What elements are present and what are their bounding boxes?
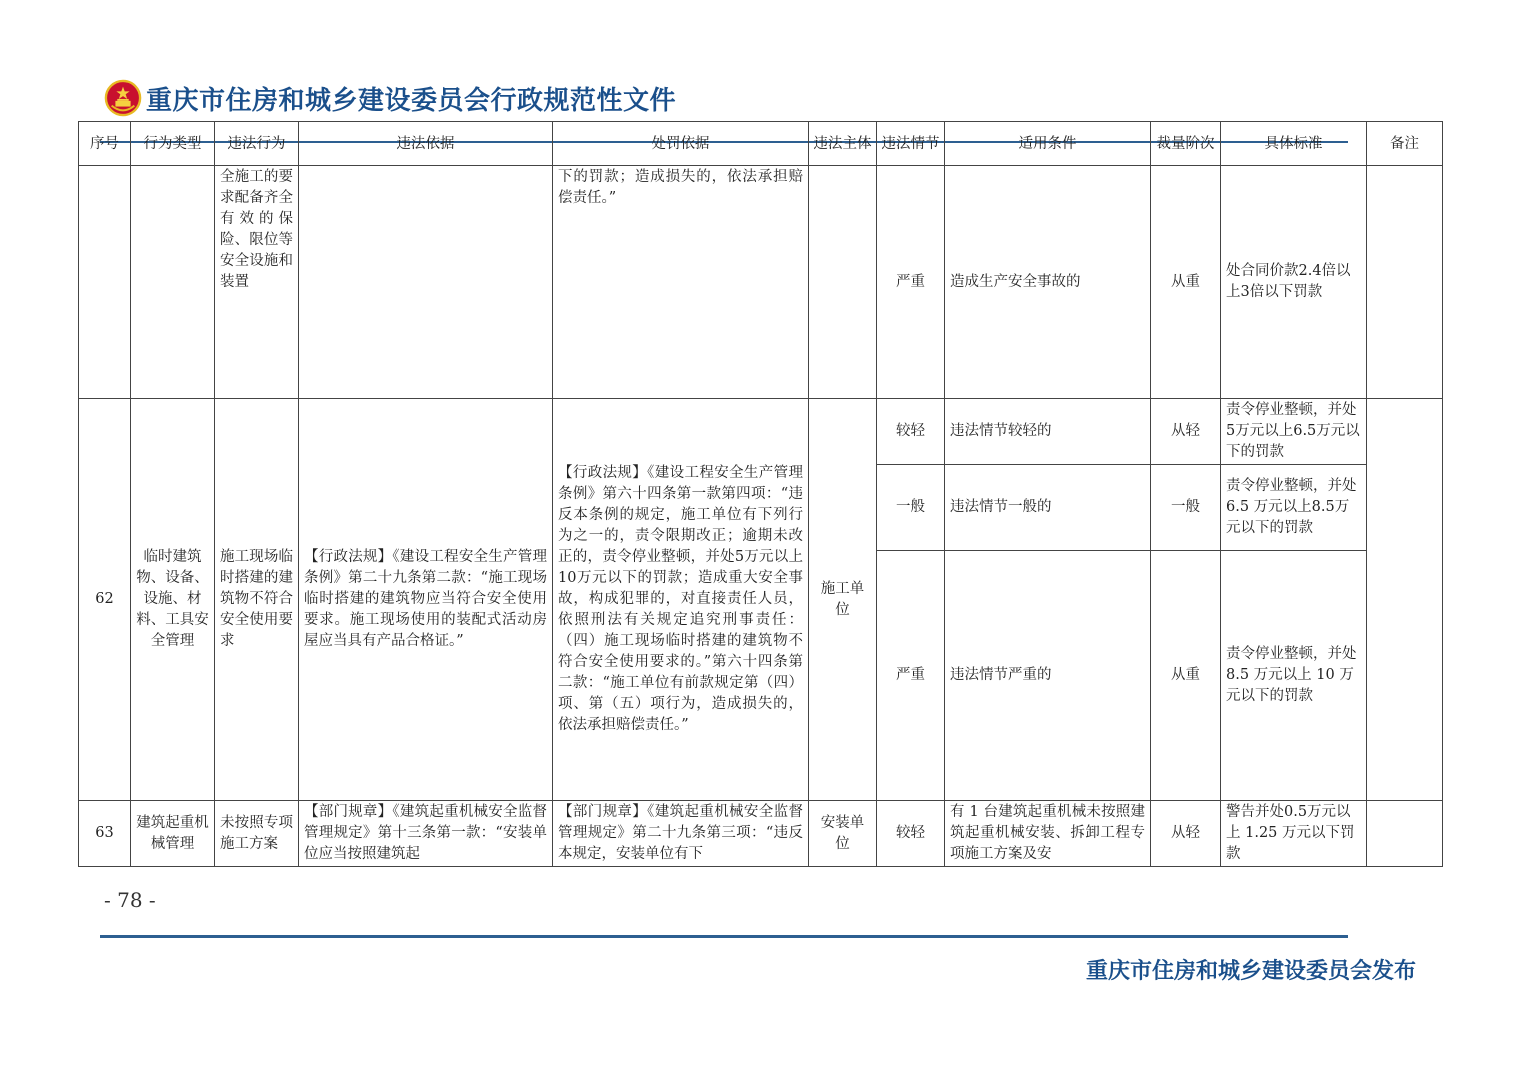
page-number: - 78 - (104, 888, 156, 912)
standard-cell: 责令停业整顿，并处 8.5 万元以上 10 万元以下的罚款 (1221, 551, 1367, 801)
standard-cell: 处合同价款2.4倍以上3倍以下罚款 (1221, 166, 1367, 399)
severity-cell: 一般 (877, 465, 945, 551)
column-header: 适用条件 (945, 122, 1151, 166)
type-cell: 建筑起重机械管理 (131, 801, 215, 867)
column-header: 备注 (1367, 122, 1443, 166)
document-header (104, 78, 676, 118)
table-row (79, 399, 1443, 465)
condition-cell: 违法情节较轻的 (945, 399, 1151, 465)
condition-cell: 造成生产安全事故的 (945, 166, 1151, 399)
table-row (79, 801, 1443, 867)
level-cell: 从重 (1151, 166, 1221, 399)
standard-cell: 责令停业整顿，并处5万元以上6.5万元以下的罚款 (1221, 399, 1367, 465)
behavior-cell: 施工现场临时搭建的建筑物不符合安全使用要求 (215, 399, 299, 801)
severity-cell: 较轻 (877, 399, 945, 465)
national-emblem-icon (104, 79, 142, 117)
column-header: 具体标准 (1221, 122, 1367, 166)
standard-cell: 责令停业整顿，并处 6.5 万元以上8.5万元以下的罚款 (1221, 465, 1367, 551)
condition-cell: 有 1 台建筑起重机械未按照建筑起重机械安装、拆卸工程专项施工方案及安 (945, 801, 1151, 867)
footer-divider (100, 935, 1348, 938)
column-header: 违法主体 (809, 122, 877, 166)
column-header: 违法依据 (299, 122, 553, 166)
behavior-cell: 未按照专项施工方案 (215, 801, 299, 867)
type-cell: 临时建筑物、设备、设施、材料、工具安全管理 (131, 399, 215, 801)
level-cell: 一般 (1151, 465, 1221, 551)
header-title: 重庆市住房和城乡建设委员会行政规范性文件 (146, 85, 677, 116)
level-cell: 从轻 (1151, 399, 1221, 465)
behavior-cell: 全施工的要求配备齐全有效的保险、限位等安全设施和装置 (215, 166, 299, 399)
subject-cell: 施工单位 (809, 399, 877, 801)
condition-cell: 违法情节严重的 (945, 551, 1151, 801)
column-header: 违法情节 (877, 122, 945, 166)
column-header: 裁量阶次 (1151, 122, 1221, 166)
column-header: 行为类型 (131, 122, 215, 166)
penalty-standards-table (78, 121, 1443, 867)
column-header: 序号 (79, 122, 131, 166)
condition-cell: 违法情节一般的 (945, 465, 1151, 551)
table-header-row (79, 122, 1443, 166)
severity-cell: 较轻 (877, 801, 945, 867)
row-number: 63 (79, 801, 131, 867)
column-header: 处罚依据 (553, 122, 809, 166)
standard-cell: 警告并处0.5万元以上 1.25 万元以下罚款 (1221, 801, 1367, 867)
penalty-basis-cell: 【行政法规】《建设工程安全生产管理条例》第六十四条第一款第四项：“违反本条例的规定，施工单位有下列行为之一的，责令限期改正；逾期未改正的，责令停业整顿，并处5万元以上10万元以下的罚款；造成重大安全事故，构成犯罪的，对直接责任人员，依照刑法有关规定追究刑事责任：（四）施工现场临时搭建的建筑物不符合安全使用要求的。”第六十四条第二款：“施工单位有前款规定第（四）项、第（五）项行为，造成损失的，依法承担赔偿责任。” (553, 399, 809, 801)
row-number: 62 (79, 399, 131, 801)
column-header: 违法行为 (215, 122, 299, 166)
severity-cell: 严重 (877, 166, 945, 399)
publisher-label: 重庆市住房和城乡建设委员会发布 (1085, 959, 1416, 984)
penalty-basis-cell: 下的罚款；造成损失的，依法承担赔偿责任。” (553, 166, 809, 399)
level-cell: 从重 (1151, 551, 1221, 801)
penalty-basis-cell: 【部门规章】《建筑起重机械安全监督管理规定》第二十九条第三项：“违反本规定，安装单位有下 (553, 801, 809, 867)
severity-cell: 严重 (877, 551, 945, 801)
subject-cell: 安装单位 (809, 801, 877, 867)
violation-basis-cell: 【部门规章】《建筑起重机械安全监督管理规定》第十三条第一款：“安装单位应当按照建筑起 (299, 801, 553, 867)
table-row-continued (79, 166, 1443, 399)
violation-basis-cell: 【行政法规】《建设工程安全生产管理条例》第二十九条第二款：“施工现场临时搭建的建筑物应当符合安全使用要求。施工现场使用的装配式活动房屋应当具有产品合格证。” (299, 399, 553, 801)
level-cell: 从轻 (1151, 801, 1221, 867)
